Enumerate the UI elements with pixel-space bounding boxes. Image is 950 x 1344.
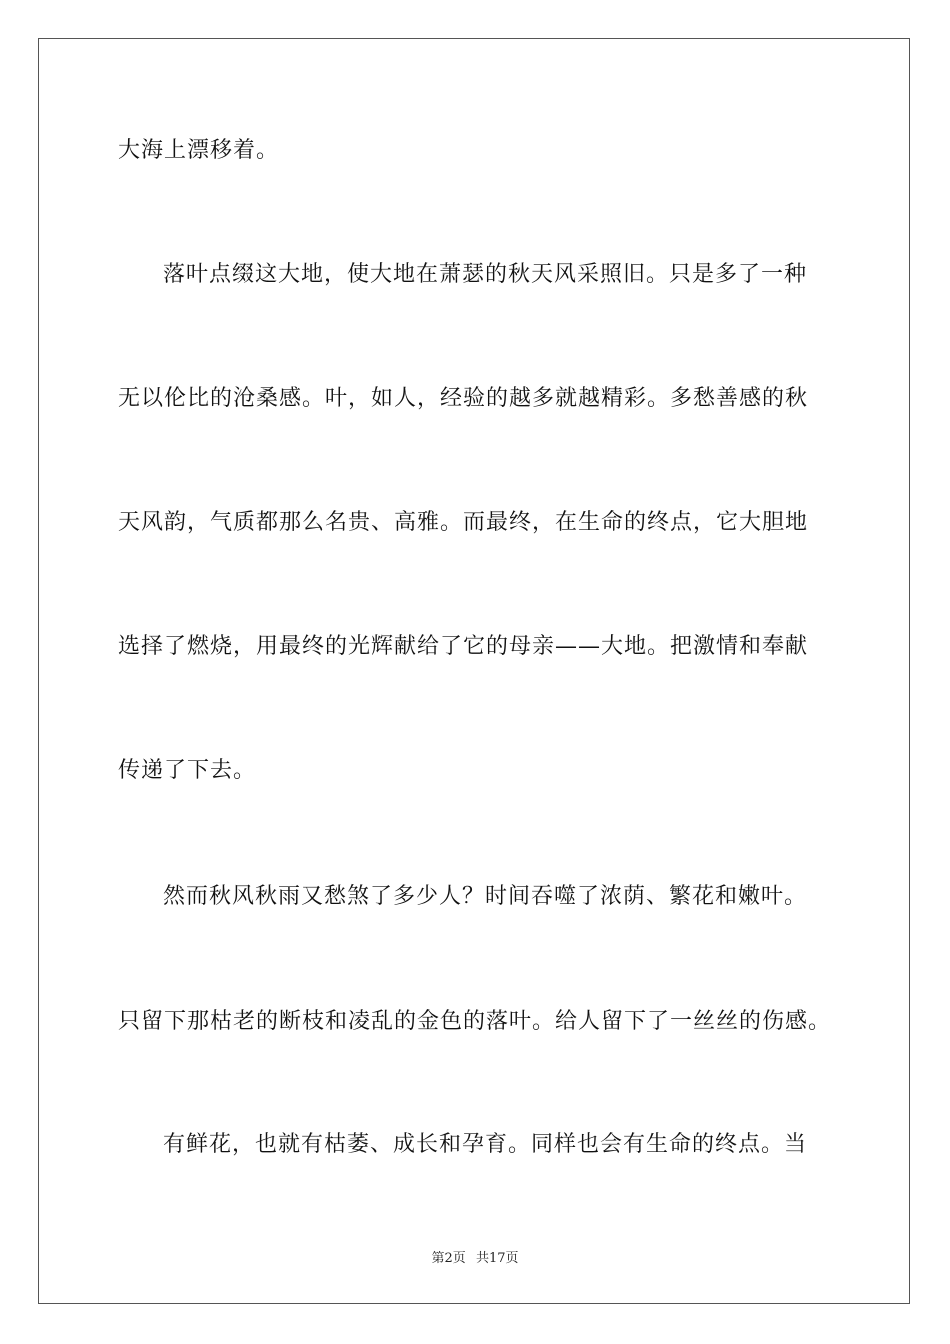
page-number: 第2页: [431, 1251, 466, 1266]
paragraph-2-line-2: 无以伦比的沧桑感。叶，如人，经验的越多就越精彩。多愁善感的秋: [118, 386, 809, 411]
paragraph-3-line-2: 只留下那枯老的断枝和凌乱的金色的落叶。给人留下了一丝丝的伤感。: [118, 1009, 832, 1034]
paragraph-1-line-1: 大海上漂移着。: [118, 138, 280, 163]
page-footer: [0, 1247, 950, 1266]
paragraph-4-line-1: 有鲜花，也就有枯萎、成长和孕育。同样也会有生命的终点。当: [163, 1132, 808, 1157]
paragraph-2-line-5: 传递了下去。: [118, 758, 257, 783]
paragraph-2-line-1: 落叶点缀这大地，使大地在萧瑟的秋天风采照旧。只是多了一种: [163, 262, 808, 287]
page-total: 共17页: [475, 1251, 519, 1266]
paragraph-2-line-3: 天风韵，气质都那么名贵、高雅。而最终，在生命的终点，它大胆地: [118, 510, 809, 535]
paragraph-2-line-4: 选择了燃烧，用最终的光辉献给了它的母亲——大地。把激情和奉献: [118, 634, 809, 659]
paragraph-3-line-1: 然而秋风秋雨又愁煞了多少人？时间吞噬了浓荫、繁花和嫩叶。: [163, 884, 808, 909]
page-border: [38, 38, 910, 1304]
